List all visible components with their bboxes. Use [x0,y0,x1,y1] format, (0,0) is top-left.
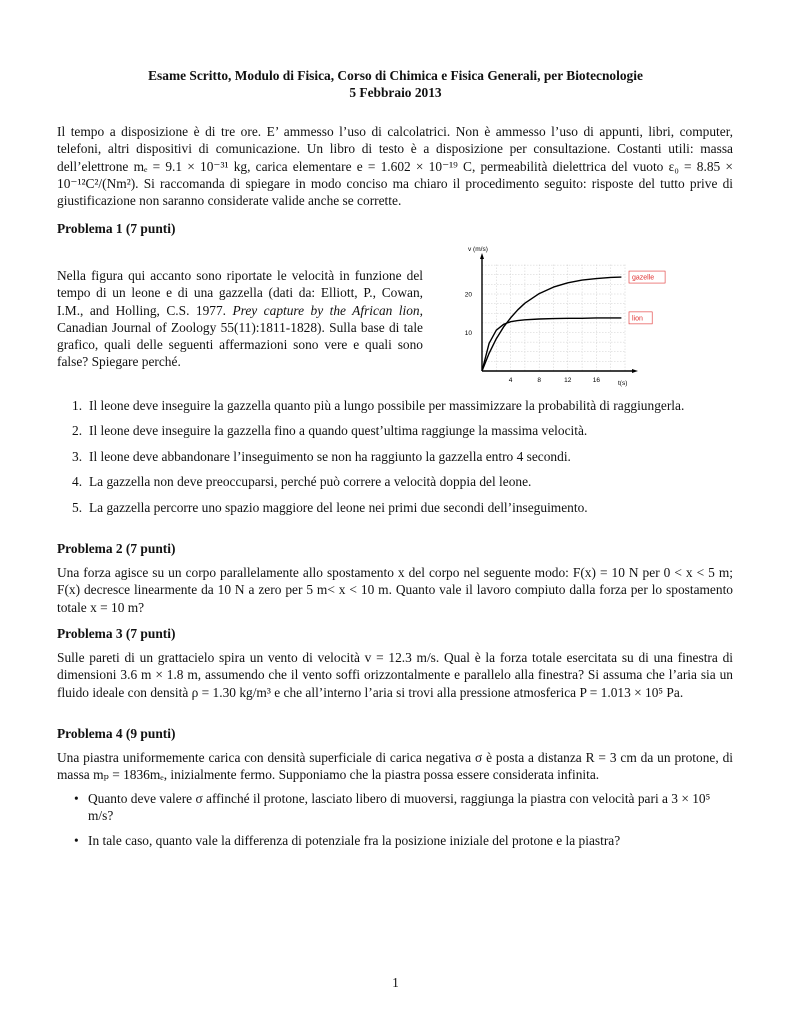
x-tick-label: 12 [564,377,572,384]
statement-number: 3. [72,449,83,464]
problem4-heading: Problema 4 (9 punti) [57,726,176,741]
statement-text: La gazzella percorre uno spazio maggiore del leone nei primi due secondi dell’inseguimento. [89,500,588,515]
statement-4 [72,473,732,490]
y-tick-label: 10 [464,330,472,337]
bullet-icon: • [74,791,79,806]
problem1-heading: Problema 1 (7 punti) [57,221,176,236]
bullet-icon: • [74,833,79,848]
statement-1 [72,397,732,414]
y-axis-label: v (m/s) [468,246,488,253]
gazelle-legend-label: gazelle [632,274,655,282]
y-tick-label: 20 [464,291,472,299]
problem4-question-2 [74,832,734,849]
problem1-text [57,267,423,371]
statement-number: 2. [72,423,83,438]
document-title: Esame Scritto, Modulo di Fisica, Corso di Chimica e Fisica Generali, per Biotecnologie [148,68,643,83]
statement-number: 4. [72,474,83,489]
chart-grid [482,263,625,371]
statement-text: Il leone deve inseguire la gazzella fino a quando quest’ultima raggiunge la massima velocità. [89,423,588,438]
x-axis-arrow [632,369,638,373]
statement-text: Il leone deve inseguire la gazzella quanto più a lungo possibile per massimizzare la probabilità di raggiungerla. [89,398,685,413]
x-tick-label: 8 [537,377,542,384]
statement-5 [72,499,732,516]
velocity-chart [450,240,680,390]
statement-3 [72,448,732,465]
problem3-text: Sulle pareti di un grattacielo spira un vento di velocità v = 12.3 m/s. Qual è la forza totale esercitata su di una finestra di dimensioni 3.6 m × 1.8 m, assumendo che il vento soffi orizzontalmente e parallelo alla finestra? Si assuma che l’aria sia un fluido ideale con densità ρ = 1.30 kg/m³ e che all’interno l’aria si trovi alla pressione atmosferica P = 1.013 × 10⁵ Pa. [57,650,733,700]
statement-text: La gazzella non deve preoccuparsi, perché può correre a velocità doppia del leone. [89,474,532,489]
question-text: Quanto deve valere σ affinché il protone, lasciato libero di muoversi, raggiunga la piastra con velocità pari a 3 × 10⁵ m/s? [88,791,711,824]
problem2-heading: Problema 2 (7 punti) [57,541,176,556]
lion-curve [482,318,621,371]
x-axis-label: t(s) [618,380,628,387]
statement-2 [72,422,732,439]
problem3-heading: Problema 3 (7 punti) [57,626,176,641]
x-tick-label: 4 [508,377,513,384]
y-axis-arrow [480,253,484,259]
question-text: In tale caso, quanto vale la differenza di potenziale fra la posizione iniziale del protone e la piastra? [88,833,621,848]
page-number: 1 [392,975,399,990]
lion-legend-label: lion [632,315,643,323]
x-tick-label: 16 [592,377,601,384]
intro-paragraph: Il tempo a disposizione è di tre ore. E’ ammesso l’uso di calcolatrici. Non è ammesso l’uso di appunti, libri, computer, telefoni, altri dispositivi di comunicazione. Un libro di testo è a disposizione per consultazione. Costanti utili: massa dell’elettrone mₑ = 9.1 × 10⁻³¹ kg, carica elementare e = 1.602 × 10⁻¹⁹ C, permeabilità dielettrica del vuoto ε₀ = 8.85 × 10⁻¹²C²/(Nm²). Si raccomanda di spiegare in modo conciso ma chiaro il procedimento seguito: risposte del tutto prive di giustificazione non saranno considerate valide anche se corrette. [57,124,733,209]
statement-number: 1. [72,398,83,413]
statement-number: 5. [72,500,83,515]
problem4-text: Una piastra uniformemente carica con densità superficiale di carica negativa σ è posta a distanza R = 3 cm da un protone, di massa mₚ = 1836mₑ, inizialmente fermo. Supponiamo che la piastra possa essere considerata infinita. [57,750,733,783]
problem1-text-a: Nella figura qui accanto sono riportate le velocità in funzione del tempo di un leone e di una gazzella (dati da: Elliott, P., Cowan, I.M., and Holling, C.S. 1977. [57,268,423,318]
problem1-text-b: , Canadian Journal of Zoology 55(11):1811-1828). Sulla base di tale grafico, quali delle seguenti affermazioni sono vere e quali sono false? Spiegare perché. [57,302,423,370]
problem4-question-1 [74,790,734,825]
statement-text: Il leone deve abbandonare l’inseguimento se non ha raggiunto la gazzella entro 4 secondi. [89,449,571,464]
problem1-citation-title: Prey capture by the African lion [232,302,420,318]
problem2-text: Una forza agisce su un corpo parallelamente allo spostamento x del corpo nel seguente modo: F(x) = 10 N per 0 < x < 5 m; F(x) decresce linearmente da 10 N a zero per 5 m< x < 10 m. Quanto vale il lavoro compiuto dalla forza per lo spostamento totale x = 10 m? [57,565,733,615]
document-date: 5 Febbraio 2013 [349,85,442,100]
